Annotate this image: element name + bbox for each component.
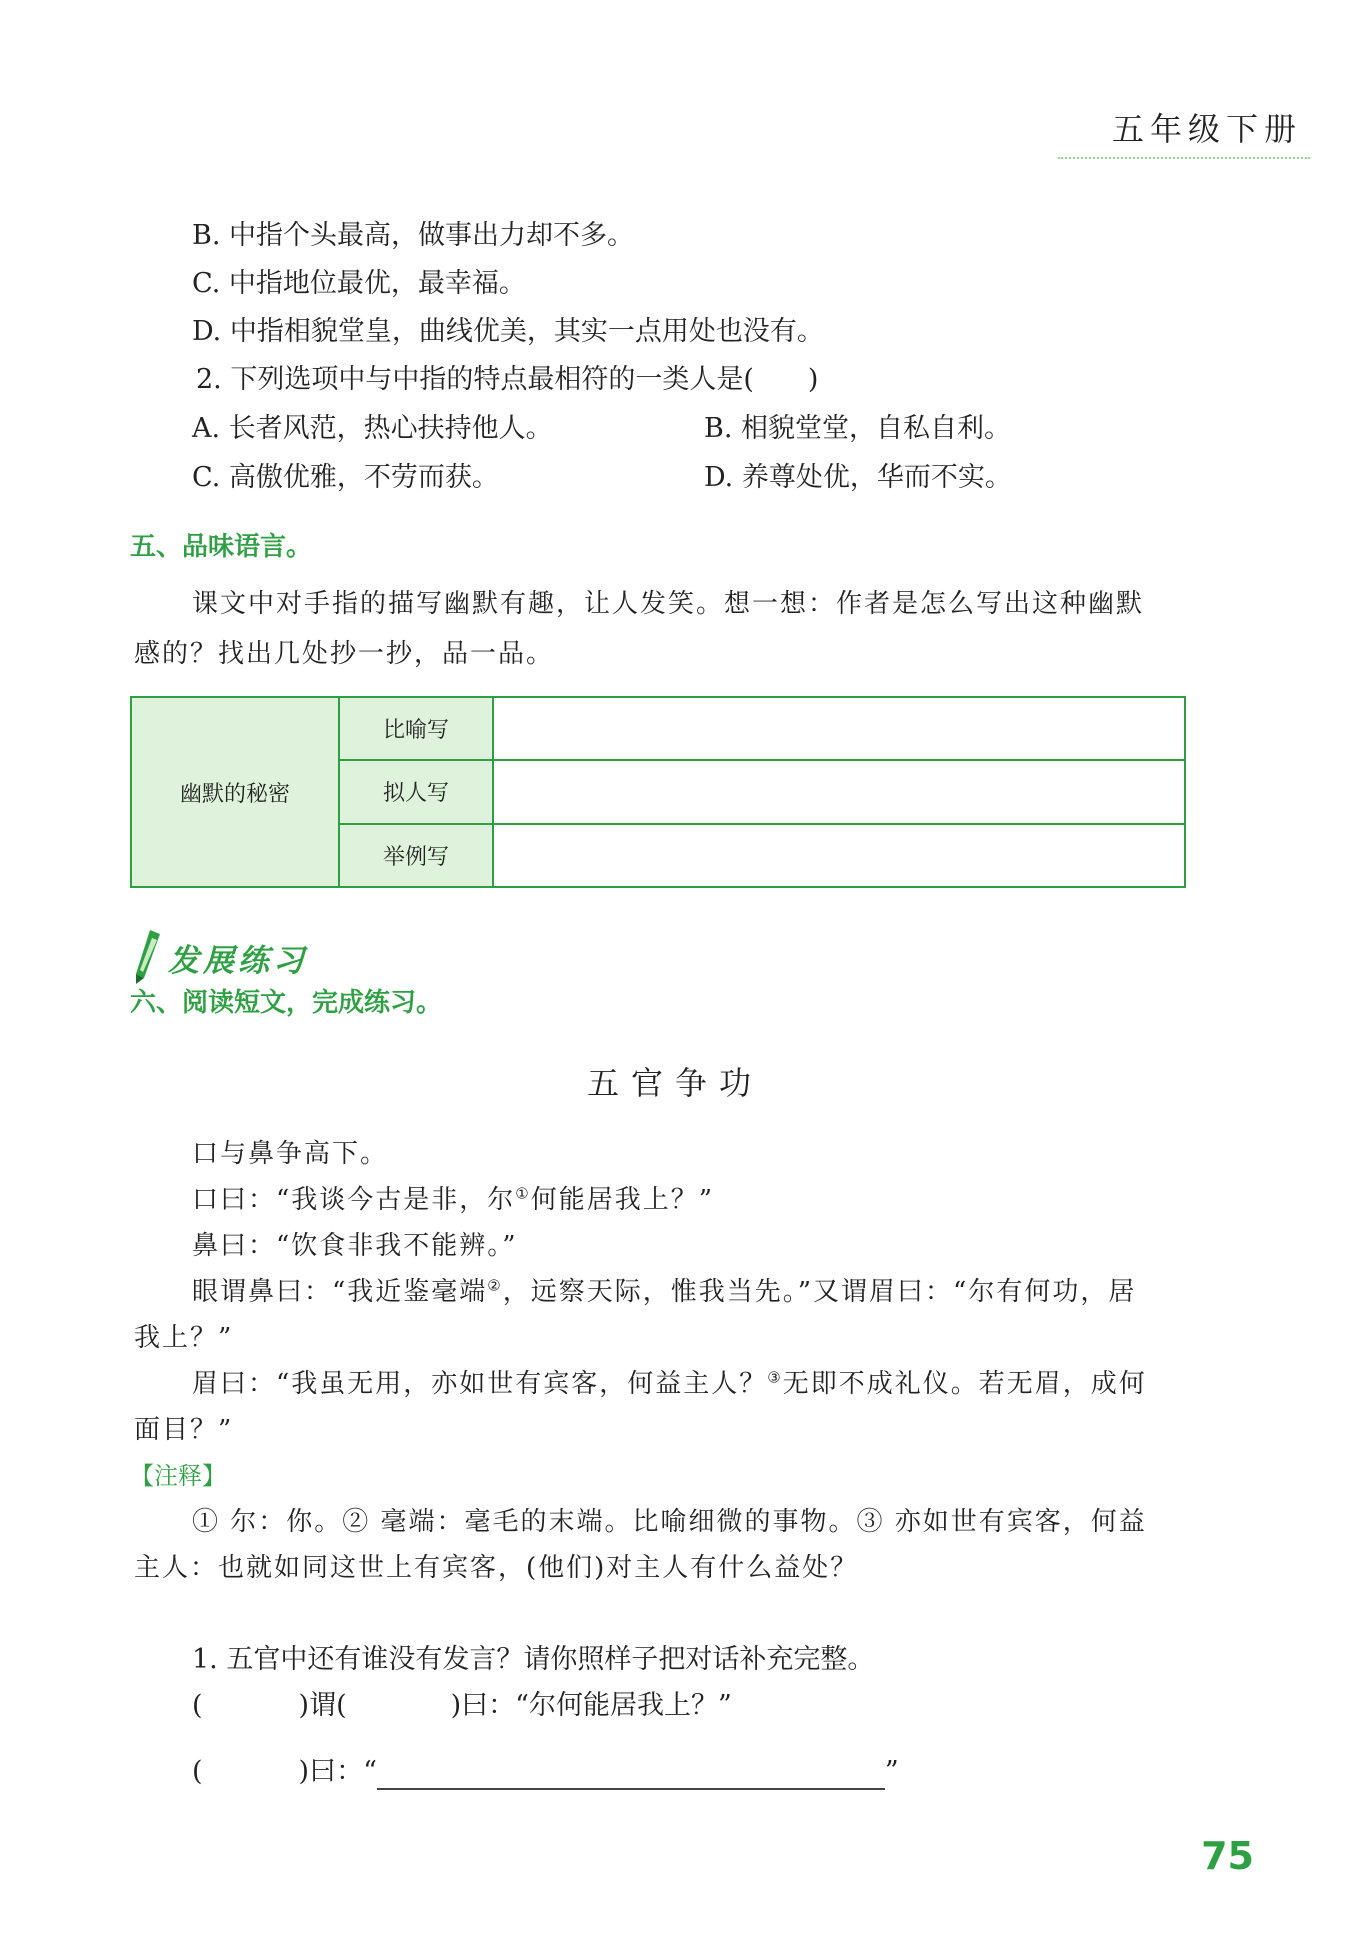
option-c: C. 中指地位最优，最幸福。: [192, 268, 526, 299]
section-5-heading: 五、品味语言。: [130, 532, 313, 562]
section-5-paragraph-line2: 感的？找出几处抄一抄，品一品。: [134, 639, 555, 669]
note-line-2: 主人：也就如同这世上有宾客，(他们)对主人有什么益处？: [134, 1553, 859, 1583]
story-line-7: 面目？”: [134, 1415, 234, 1445]
story-line-1: 口与鼻争高下。: [192, 1139, 389, 1169]
story-line-4-part2: ，远察天际，惟我当先。”又谓眉曰：“尔有何功，居: [502, 1277, 1137, 1307]
story-line-2-part2: 何能居我上？”: [530, 1185, 715, 1215]
humor-table-head: 幽默的秘密: [131, 697, 339, 887]
story-line-6-part1: 眉曰：“我虽无用，亦如世有宾客，何益主人？: [192, 1369, 768, 1399]
story-line-6: [192, 1366, 1147, 1402]
section-6-heading: 六、阅读短文，完成练习。: [130, 988, 443, 1018]
development-heading-text: 发展练习: [168, 942, 308, 979]
fill-in-line-2: [192, 1754, 899, 1790]
fill-in-line-1: [192, 1688, 732, 1724]
blank-reply-line[interactable]: [377, 1760, 885, 1790]
notes-tag: 【注释】: [130, 1462, 226, 1490]
story-line-6-part2: 无即不成礼仪。若无眉，成何: [782, 1369, 1147, 1399]
footnote-marker-3: ③: [767, 1368, 783, 1387]
pen-icon: [130, 928, 164, 986]
note-line-1: ① 尔：你。② 毫端：毫毛的末端。比喻细微的事物。③ 亦如世有宾客，何益: [192, 1507, 1147, 1537]
footnote-marker-1: ①: [515, 1184, 531, 1203]
section-5-paragraph-line1: 课文中对手指的描写幽默有趣，让人发笑。想一想：作者是怎么写出这种幽默: [192, 589, 1145, 619]
grade-label: 五年级下册: [1111, 110, 1302, 148]
story-line-4: [192, 1274, 1136, 1310]
answer-cell-example[interactable]: [493, 824, 1185, 887]
story-line-5: 我上？”: [134, 1323, 234, 1353]
story-line-4-part1: 眼谓鼻曰：“我近鉴毫端: [192, 1277, 488, 1307]
development-heading: [130, 928, 308, 986]
story-line-2: [192, 1182, 714, 1218]
section-6-question-1: 1. 五官中还有谁没有发言？请你照样子把对话补充完整。: [192, 1644, 875, 1675]
page-number: 75: [1201, 1834, 1254, 1878]
humor-type-personification: 拟人写: [339, 760, 493, 823]
fill1-middle: )谓(: [298, 1690, 347, 1721]
fill2-middle: )曰：“: [298, 1756, 377, 1787]
q2-option-c: C. 高傲优雅，不劳而获。: [192, 462, 499, 493]
humor-type-example: 举例写: [339, 824, 493, 887]
option-d: D. 中指相貌堂皇，曲线优美，其实一点用处也没有。: [192, 316, 824, 347]
fill1-ending: )曰：“尔何能居我上？”: [450, 1690, 732, 1721]
story-line-3: 鼻曰：“饮食非我不能辨。”: [192, 1231, 518, 1261]
story-line-2-part1: 口曰：“我谈今古是非，尔: [192, 1185, 516, 1215]
question-2-stem: 2. 下列选项中与中指的特点最相符的一类人是( ): [196, 364, 819, 395]
q2-option-a: A. 长者风范，热心扶持他人。: [192, 413, 553, 444]
header-divider: [1058, 157, 1310, 159]
humor-type-metaphor: 比喻写: [339, 697, 493, 760]
footnote-marker-2: ②: [487, 1276, 503, 1295]
humor-table: [130, 696, 1186, 888]
q2-option-d: D. 养尊处优，华而不实。: [704, 462, 1012, 493]
story-title: 五官争功: [586, 1064, 763, 1102]
q2-option-b: B. 相貌堂堂，自私自利。: [704, 413, 1012, 444]
fill1-paren-open: (: [192, 1690, 203, 1721]
fill2-closing-quote: ”: [884, 1756, 899, 1787]
option-b: B. 中指个头最高，做事出力却不多。: [192, 220, 635, 251]
answer-cell-personification[interactable]: [493, 760, 1185, 823]
answer-cell-metaphor[interactable]: [493, 697, 1185, 760]
fill2-paren-open: (: [192, 1756, 203, 1787]
